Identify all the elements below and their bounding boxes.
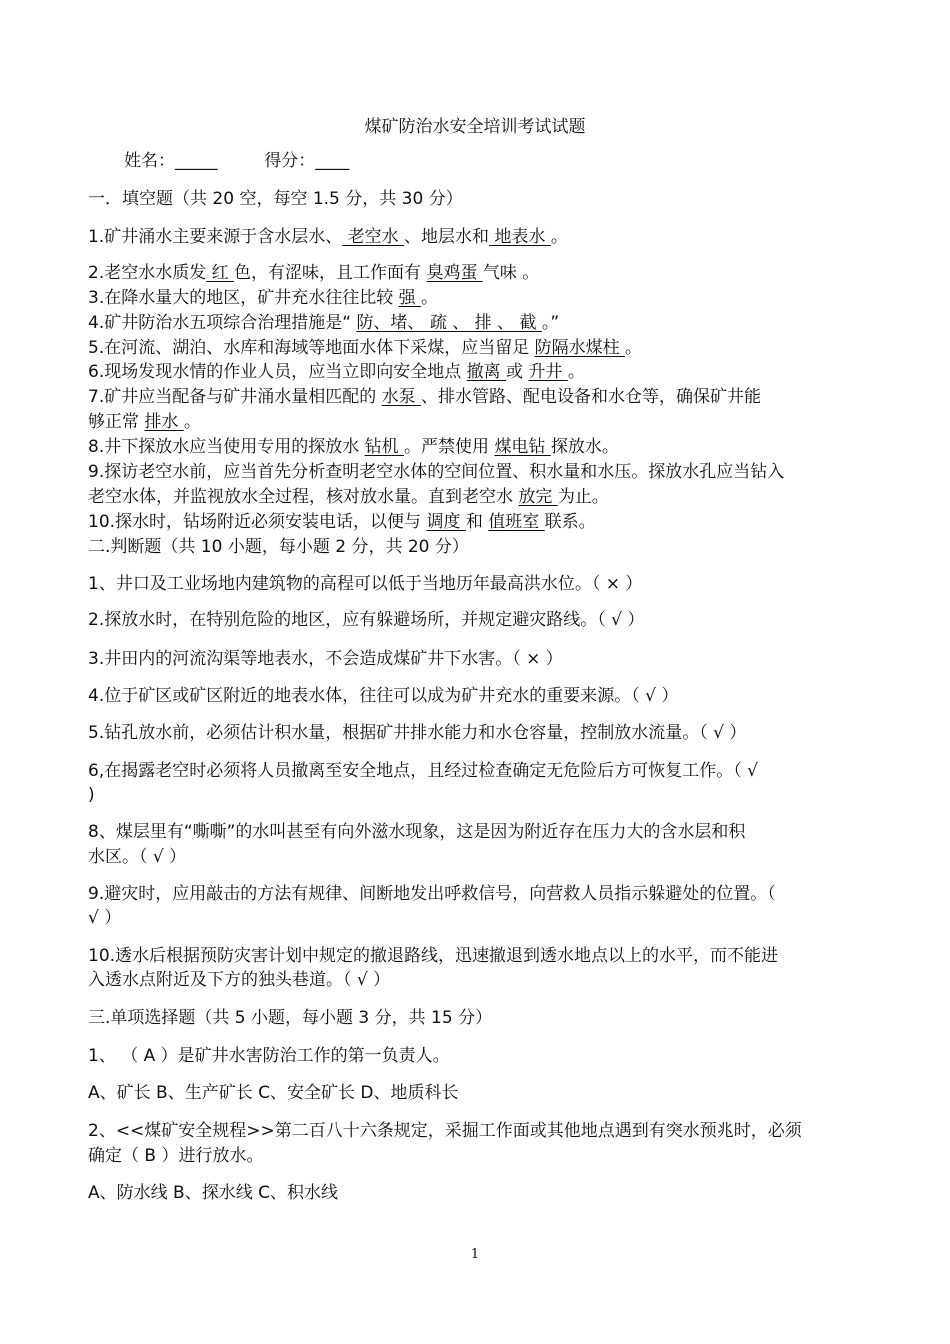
score-label: 得分： (264, 151, 316, 171)
choice-question: 1、 （ A ）是矿井水害防治工作的第一负责人。 (88, 1046, 450, 1066)
judge-question: 6,在揭露老空时必须将人员撤离至安全地点，且经过检查确定无危险后方可恢复工作。（ √ (88, 761, 758, 781)
fill-question-4: 4.矿井防治水五项综合治理措施是“ 防、堵、 疏 、 排 、 截 。” (88, 313, 560, 333)
fill-question-7-line2: 够正常 排水 。 (88, 412, 201, 432)
name-label: 姓名： (124, 151, 175, 171)
judge-question: 4.位于矿区或矿区附近的地表水体，往往可以成为矿井充水的重要来源。（ √ ） (88, 686, 679, 706)
judge-question-cont: 入透水点附近及下方的独头巷道。（ √ ） (88, 970, 391, 990)
answer-blank: 防隔水煤柱 (534, 338, 626, 358)
judge-question: 1、井口及工业场地内建筑物的高程可以低于当地历年最高洪水位。（ × ） (88, 574, 643, 594)
answer-blank: 升井 (528, 362, 568, 382)
answer-blank: 水泵 (381, 387, 422, 407)
answer-blank: 调度 (426, 512, 466, 532)
section-heading-choice: 三.单项选择题（共 5 小题，每小题 3 分，共 15 分） (88, 1008, 493, 1028)
answer-blank: 撤离 (466, 362, 507, 382)
judge-question-cont: √ ） (88, 908, 122, 928)
name-score-row (124, 150, 894, 172)
answer-blank: 老空水 (342, 227, 405, 247)
fill-question-9-line2: 老空水体，并监视放水全过程，核对放水量。直到老空水 放完 为止。 (88, 487, 609, 507)
answer-blank: 值班室 (488, 512, 545, 532)
answer-blank: 放完 (518, 487, 558, 507)
judge-question-cont: 水区。（ √ ） (88, 847, 187, 867)
name-blank: _____ (175, 151, 218, 171)
judge-question: 3.井田内的河流沟渠等地表水，不会造成煤矿井下水害。（ × ） (88, 649, 563, 669)
choice-options: A、矿长 B、生产矿长 C、安全矿长 D、地质科长 (88, 1083, 459, 1103)
answer-blank: 钻机 (364, 437, 405, 457)
choice-question-cont: 确定（ B ）进行放水。 (88, 1146, 264, 1166)
choice-options: A、防水线 B、探水线 C、积水线 (88, 1183, 338, 1203)
choice-question: 2、<<煤矿安全规程>>第二百八十六条规定，采掘工作面或其他地点遇到有突水预兆时，必须 (88, 1121, 802, 1141)
judge-question: 2.探放水时，在特别危险的地区，应有躲避场所，并规定避灾路线。（ √ ） (88, 610, 645, 630)
answer-blank: 煤电钻 (494, 437, 551, 457)
answer-blank: 地表水 (489, 227, 551, 247)
fill-question-3: 3.在降水量大的地区，矿井充水往往比较 强 。 (88, 288, 439, 308)
fill-question-2: 2.老空水水质发 红 色，有涩味，且工作面有 臭鸡蛋 气味 。 (88, 263, 540, 283)
fill-question-6: 6.现场发现水情的作业人员，应当立即向安全地点 撤离 或 升井 。 (88, 362, 585, 382)
fill-question-9-line1: 9.探访老空水前，应当首先分析查明老空水体的空间位置、积水量和水压。探放水孔应当钻入 (88, 462, 785, 482)
answer-blank: 红 (206, 263, 235, 283)
score-blank: ____ (315, 151, 350, 171)
answer-blank: 臭鸡蛋 (426, 263, 483, 283)
answer-blank: 强 (398, 288, 422, 308)
fill-question-1: 1.矿井涌水主要来源于含水层水、 老空水 、地层水和 地表水 。 (88, 227, 568, 247)
answer-blank: 防、堵、 疏 、 排 、 截 (356, 313, 542, 333)
judge-question: 9.避灾时，应用敲击的方法有规律、间断地发出呼救信号，向营救人员指示躲避处的位置。（ (88, 884, 776, 904)
page-title: 煤矿防治水安全培训考试试题 (364, 117, 586, 137)
judge-question: 10.透水后根据预防灾害计划中规定的撤退路线，迅速撤退到透水地点以上的水平，而不能进 (88, 946, 779, 966)
fill-question-7-line1: 7.矿井应当配备与矿井涌水量相匹配的 水泵 、排水管路、配电设备和水仓等，确保矿井能 (88, 387, 762, 407)
answer-blank: 排水 (144, 412, 184, 432)
fill-question-10: 10.探水时，钻场附近必须安装电话，以便与 调度 和 值班室 联系。 (88, 512, 596, 532)
page-number: 1 (470, 1247, 480, 1262)
judge-question: 5.钻孔放水前，必须估计积水量，根据矿井排水能力和水仓容量，控制放水流量。（ √ ） (88, 723, 747, 743)
judge-question: 8、煤层里有“嘶嘶”的水叫甚至有向外滋水现象，这是因为附近存在压力大的含水层和积 (88, 822, 746, 842)
fill-question-8: 8.井下探放水应当使用专用的探放水 钻机 。严禁使用 煤电钻 探放水。 (88, 437, 619, 457)
section-heading-judge: 二.判断题（共 10 小题，每小题 2 分，共 20 分） (88, 537, 469, 557)
judge-question-cont: ) (88, 785, 95, 805)
section-heading-fill: 一．填空题（共 20 空，每空 1.5 分，共 30 分） (88, 189, 463, 209)
fill-question-5: 5.在河流、湖泊、水库和海域等地面水体下采煤，应当留足 防隔水煤柱 。 (88, 338, 643, 358)
